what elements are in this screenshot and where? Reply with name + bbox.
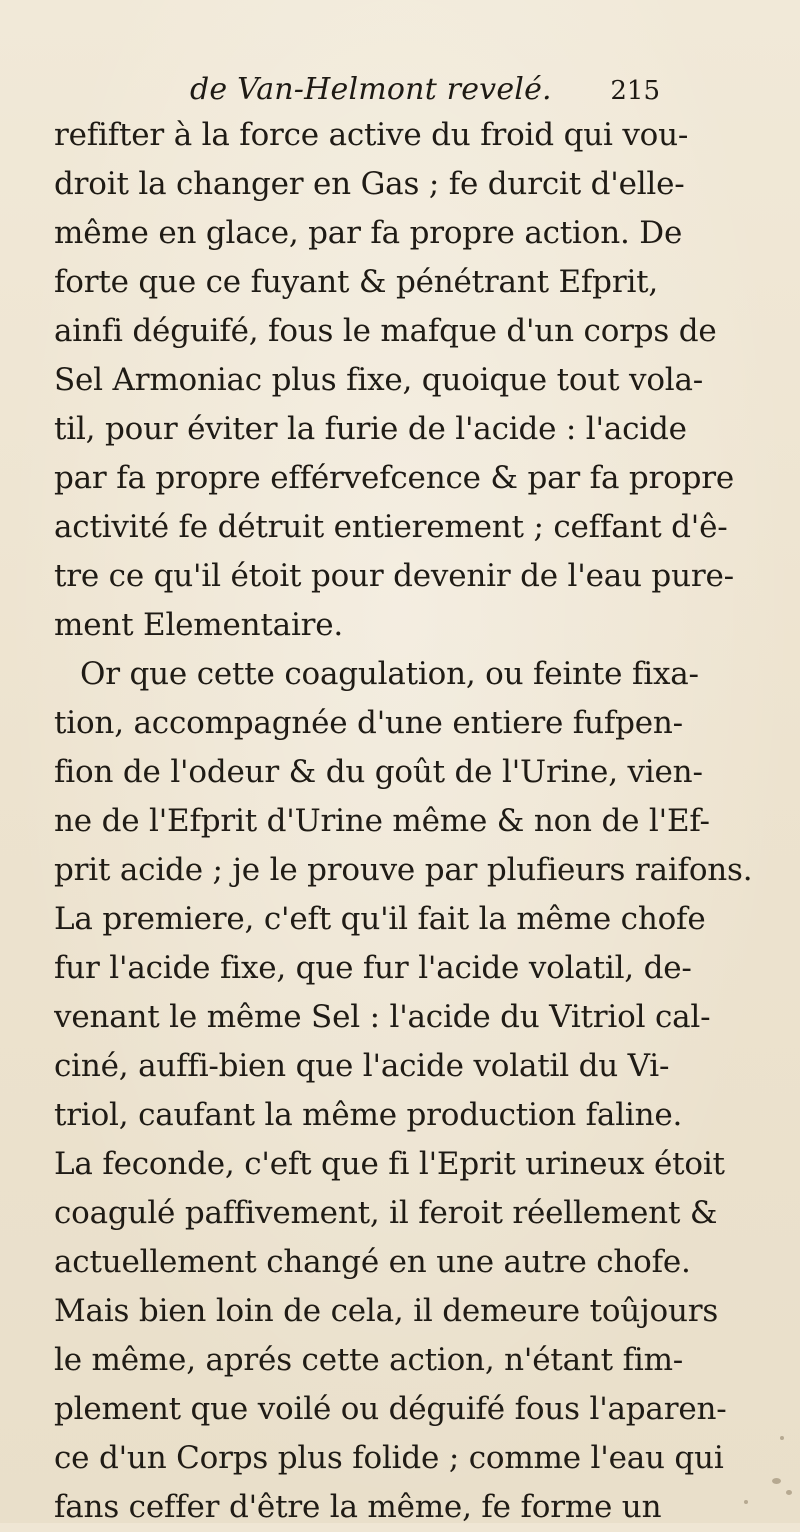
text-line: tion, accompagnée d'une entiere fufpen-: [54, 705, 683, 741]
text-line: ce d'un Corps plus folide ; comme l'eau qui: [54, 1440, 724, 1476]
text-line: La feconde, c'eft que fi l'Eprit urineux étoit: [54, 1146, 725, 1182]
text-line: fion de l'odeur & du goût de l'Urine, vien-: [54, 754, 703, 790]
text-line: Sel Armoniac plus fixe, quoique tout vola-: [54, 362, 704, 398]
text-line: ne de l'Efprit d'Urine même & non de l'Ef-: [54, 803, 710, 839]
text-line: til, pour éviter la furie de l'acide : l'acide: [54, 411, 687, 447]
text-line: ciné, auffi-bien que l'acide volatil du Vi-: [54, 1048, 670, 1084]
text-line: par fa propre efférvefcence & par fa propre: [54, 460, 735, 496]
text-line: fans ceffer d'être la même, fe forme un: [54, 1489, 662, 1525]
text-line: ment Elementaire.: [54, 607, 344, 643]
text-line: activité fe détruit entierement ; ceffant d'ê-: [54, 509, 728, 545]
paper-speck: [780, 1436, 784, 1440]
text-line: Mais bien loin de cela, il demeure toûjours: [54, 1293, 719, 1329]
text-line: venant le même Sel : l'acide du Vitriol cal-: [54, 999, 711, 1035]
text-line: La premiere, c'eft qu'il fait la même chofe: [54, 901, 706, 937]
page-header: [190, 72, 660, 116]
text-line: plement que voilé ou déguifé fous l'aparen-: [54, 1391, 727, 1427]
body-text: [54, 111, 754, 1532]
text-line: le même, aprés cette action, n'étant fim-: [54, 1342, 684, 1378]
text-line: refifter à la force active du froid qui vou-: [54, 117, 689, 153]
text-line: ainfi déguifé, fous le mafque d'un corps de: [54, 313, 717, 349]
text-line: actuellement changé en une autre chofe.: [54, 1244, 691, 1280]
paper-speck: [772, 1478, 781, 1484]
text-line: même en glace, par fa propre action. De: [54, 215, 683, 251]
text-line: droit la changer en Gas ; fe durcit d'elle-: [54, 166, 685, 202]
text-line: triol, caufant la même production faline.: [54, 1097, 683, 1133]
text-line: prit acide ; je le prouve par plufieurs raifons.: [54, 852, 753, 888]
text-line: Or que cette coagulation, ou feinte fixa-: [80, 656, 699, 692]
text-line: coagulé paffivement, il feroit réellement &: [54, 1195, 718, 1231]
text-line: tre ce qu'il étoit pour devenir de l'eau pure-: [54, 558, 734, 594]
paper-speck: [744, 1500, 748, 1504]
running-title: de Van-Helmont revelé.: [190, 72, 552, 107]
text-line: fur l'acide fixe, que fur l'acide volatil, de-: [54, 950, 692, 986]
page-number: 215: [610, 76, 660, 106]
text-line: forte que ce fuyant & pénétrant Efprit,: [54, 264, 659, 300]
paper-speck: [786, 1490, 792, 1495]
